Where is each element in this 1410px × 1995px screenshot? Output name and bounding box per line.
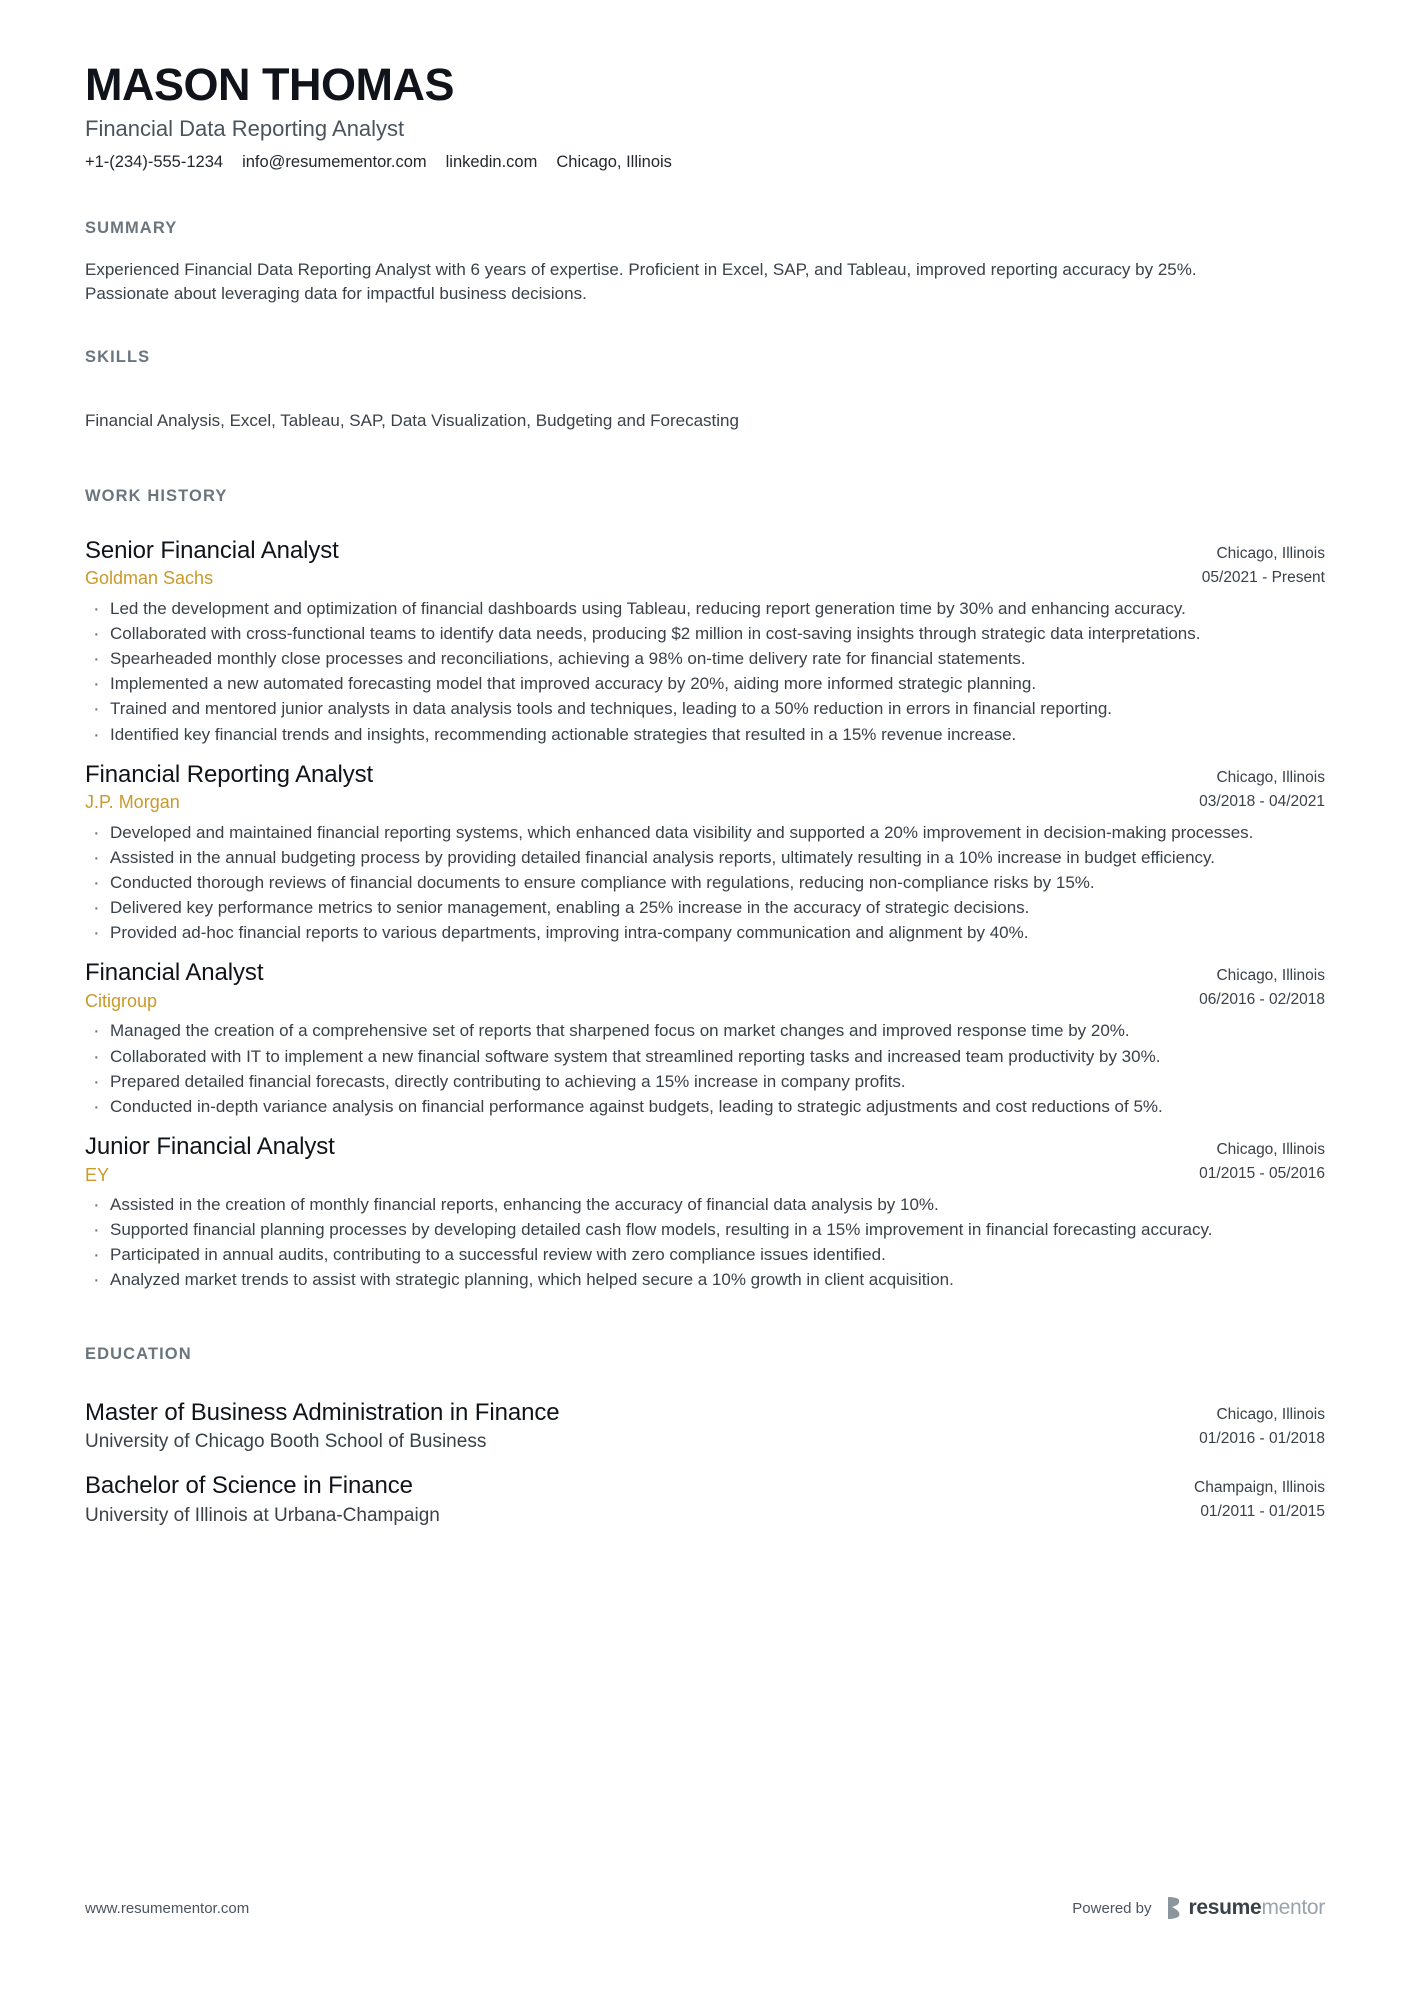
work-entry-company: Goldman Sachs [85,568,214,589]
education-entry-title-group [85,1398,1175,1455]
contact-email: info@resumementor.com [242,152,427,171]
education-location: Chicago, Illinois [1216,1405,1325,1423]
work-entry-role: Financial Analyst [85,959,264,987]
footer-website-url[interactable]: www.resumementor.com [85,1899,250,1917]
education-location: Champaign, Illinois [1194,1478,1325,1496]
work-entry-role: Junior Financial Analyst [85,1132,335,1160]
work-entry-dates: 06/2016 - 02/2018 [1199,991,1325,1009]
bullet-item: · Identified key financial trends and insights, recommending actionable strategies that resulted in a 15% revenue increase. [85,723,1325,747]
powered-by-label: Powered by [1072,1899,1152,1917]
bullet-item: · Implemented a new automated forecasting model that improved accuracy by 20%, aiding more informed strategic planning. [85,672,1325,696]
summary-text: Experienced Financial Data Reporting Analyst with 6 years of expertise. Proficient in Excel, SAP, and Tableau, improved reporting accuracy by 25%. Passionate about leveraging data for impactful business decisions. [85,259,1197,303]
education-entries [85,1382,1325,1529]
education-entry-meta [1175,1398,1325,1451]
work-entry-meta [1175,1132,1325,1186]
bullet-item: · Assisted in the creation of monthly financial reports, enhancing the accuracy of financial data analysis by 10%. [85,1193,1325,1217]
education-school: University of Illinois at Urbana-Champaign [85,1504,440,1526]
bullet-item: · Collaborated with IT to implement a new financial software system that streamlined reporting tasks and increased team productivity by 30%. [85,1045,1325,1069]
bullet-item: · Participated in annual audits, contributing to a successful review with zero compliance issues identified. [85,1243,1325,1267]
work-entry-header [85,958,1325,1013]
bullet-item: · Managed the creation of a comprehensive set of reports that sharpened focus on market changes and improved response time by 20%. [85,1019,1325,1043]
work-entry-dates: 03/2018 - 04/2021 [1199,792,1325,810]
footer-brand [1072,1896,1325,1920]
work-entry-company: Citigroup [85,991,158,1012]
work-entry [85,946,1325,1119]
education-degree: Bachelor of Science in Finance [85,1471,413,1499]
work-entry-location: Chicago, Illinois [1216,967,1325,985]
brand-wordmark [1189,1896,1325,1920]
bullet-item: · Conducted thorough reviews of financial documents to ensure compliance with regulations, reducing non-compliance risks by 15%. [85,871,1325,895]
skills-heading: SKILLS [85,348,151,367]
work-history-heading: WORK HISTORY [85,486,228,505]
work-entry-dates: 05/2021 - Present [1201,568,1325,586]
work-history-section [85,487,1325,1293]
brand-text-light: mentor [1261,1896,1325,1919]
contact-linkedin[interactable]: linkedin.com [445,152,538,171]
education-entry [85,1382,1325,1455]
bullet-item: · Collaborated with cross-functional teams to identify data needs, producing $2 million in cost-saving insights through strategic data interpretations. [85,622,1325,646]
work-entry-meta [1178,536,1325,590]
work-entry-company: J.P. Morgan [85,792,180,813]
skills-section [85,348,1325,434]
candidate-name: MASON THOMAS [85,59,454,110]
work-entry-bullets [85,1019,1325,1119]
bullet-item: · Spearheaded monthly close processes and reconciliations, achieving a 98% on-time delivery rate for financial statements. [85,647,1325,671]
education-section [85,1345,1325,1529]
resumementor-logo [1166,1896,1325,1920]
work-entry-location: Chicago, Illinois [1216,1140,1325,1158]
education-dates: 01/2011 - 01/2015 [1200,1503,1325,1520]
contact-phone: +1-(234)-555-1234 [85,152,224,171]
bullet-item: · Prepared detailed financial forecasts, directly contributing to achieving a 15% increase in company profits. [85,1070,1325,1094]
work-entry-meta [1175,958,1325,1012]
work-entry [85,748,1325,946]
work-entry-title-group [85,958,1175,1013]
education-degree: Master of Business Administration in Finance [85,1398,560,1426]
bullet-item: · Trained and mentored junior analysts in data analysis tools and techniques, leading to a 50% reduction in errors in financial reporting. [85,697,1325,721]
candidate-job-title: Financial Data Reporting Analyst [85,116,405,142]
work-entry-bullets [85,597,1325,747]
bullet-item: · Delivered key performance metrics to senior management, enabling a 25% increase in the accuracy of strategic decisions. [85,896,1325,920]
skills-list: Financial Analysis, Excel, Tableau, SAP, Data Visualization, Budgeting and Forecasting [85,411,739,431]
education-entry-header [85,1471,1325,1528]
resume-header [85,60,1325,174]
work-entry-bullets [85,821,1325,946]
work-entry-role: Senior Financial Analyst [85,536,339,564]
page-footer [85,1896,1325,1920]
work-entry-role: Financial Reporting Analyst [85,760,374,788]
education-school: University of Chicago Booth School of Business [85,1431,487,1453]
education-entry [85,1455,1325,1528]
work-entry-meta [1175,760,1325,814]
brand-text-bold: resume [1188,1896,1262,1919]
work-entry-title-group [85,1132,1175,1187]
bullet-item: · Conducted in-depth variance analysis on financial performance against budgets, leading to strategic adjustments and cost reductions of 5%. [85,1095,1325,1119]
work-entry-location: Chicago, Illinois [1216,544,1325,562]
bullet-item: · Led the development and optimization of financial dashboards using Tableau, reducing report generation time by 30% and enhancing accuracy. [85,597,1325,621]
education-entry-title-group [85,1471,1170,1528]
work-entry-company: EY [85,1164,110,1185]
education-entry-meta [1170,1471,1325,1524]
summary-heading: SUMMARY [85,218,178,237]
bullet-item: · Analyzed market trends to assist with strategic planning, which helped secure a 10% growth in client acquisition. [85,1268,1325,1292]
education-dates: 01/2016 - 01/2018 [1199,1429,1325,1447]
work-entry-header [85,760,1325,815]
work-entry-location: Chicago, Illinois [1216,768,1325,786]
work-entry [85,524,1325,747]
bullet-item: · Supported financial planning processes by developing detailed cash flow models, resulting in a 15% improvement in financial forecasting accuracy. [85,1218,1325,1242]
contact-info [85,151,1325,174]
summary-section [85,219,1325,306]
contact-location: Chicago, Illinois [556,152,672,171]
work-entry-bullets [85,1193,1325,1293]
work-entry-header [85,1132,1325,1187]
work-history-entries [85,524,1325,1293]
work-entry-title-group [85,536,1178,591]
bullet-item: · Assisted in the annual budgeting process by providing detailed financial analysis reports, ultimately resulting in a 10% increase in budget efficiency. [85,846,1325,870]
education-heading: EDUCATION [85,1344,192,1363]
work-entry-dates: 01/2015 - 05/2016 [1199,1164,1325,1182]
bullet-item: · Developed and maintained financial reporting systems, which enhanced data visibility and supported a 20% improvement in decision-making processes. [85,821,1325,845]
education-entry-header [85,1398,1325,1455]
bookmark-icon [1166,1897,1183,1919]
work-entry [85,1120,1325,1293]
bullet-item: · Provided ad-hoc financial reports to various departments, improving intra-company communication and alignment by 40%. [85,921,1325,945]
work-entry-title-group [85,760,1175,815]
work-entry-header [85,536,1325,591]
